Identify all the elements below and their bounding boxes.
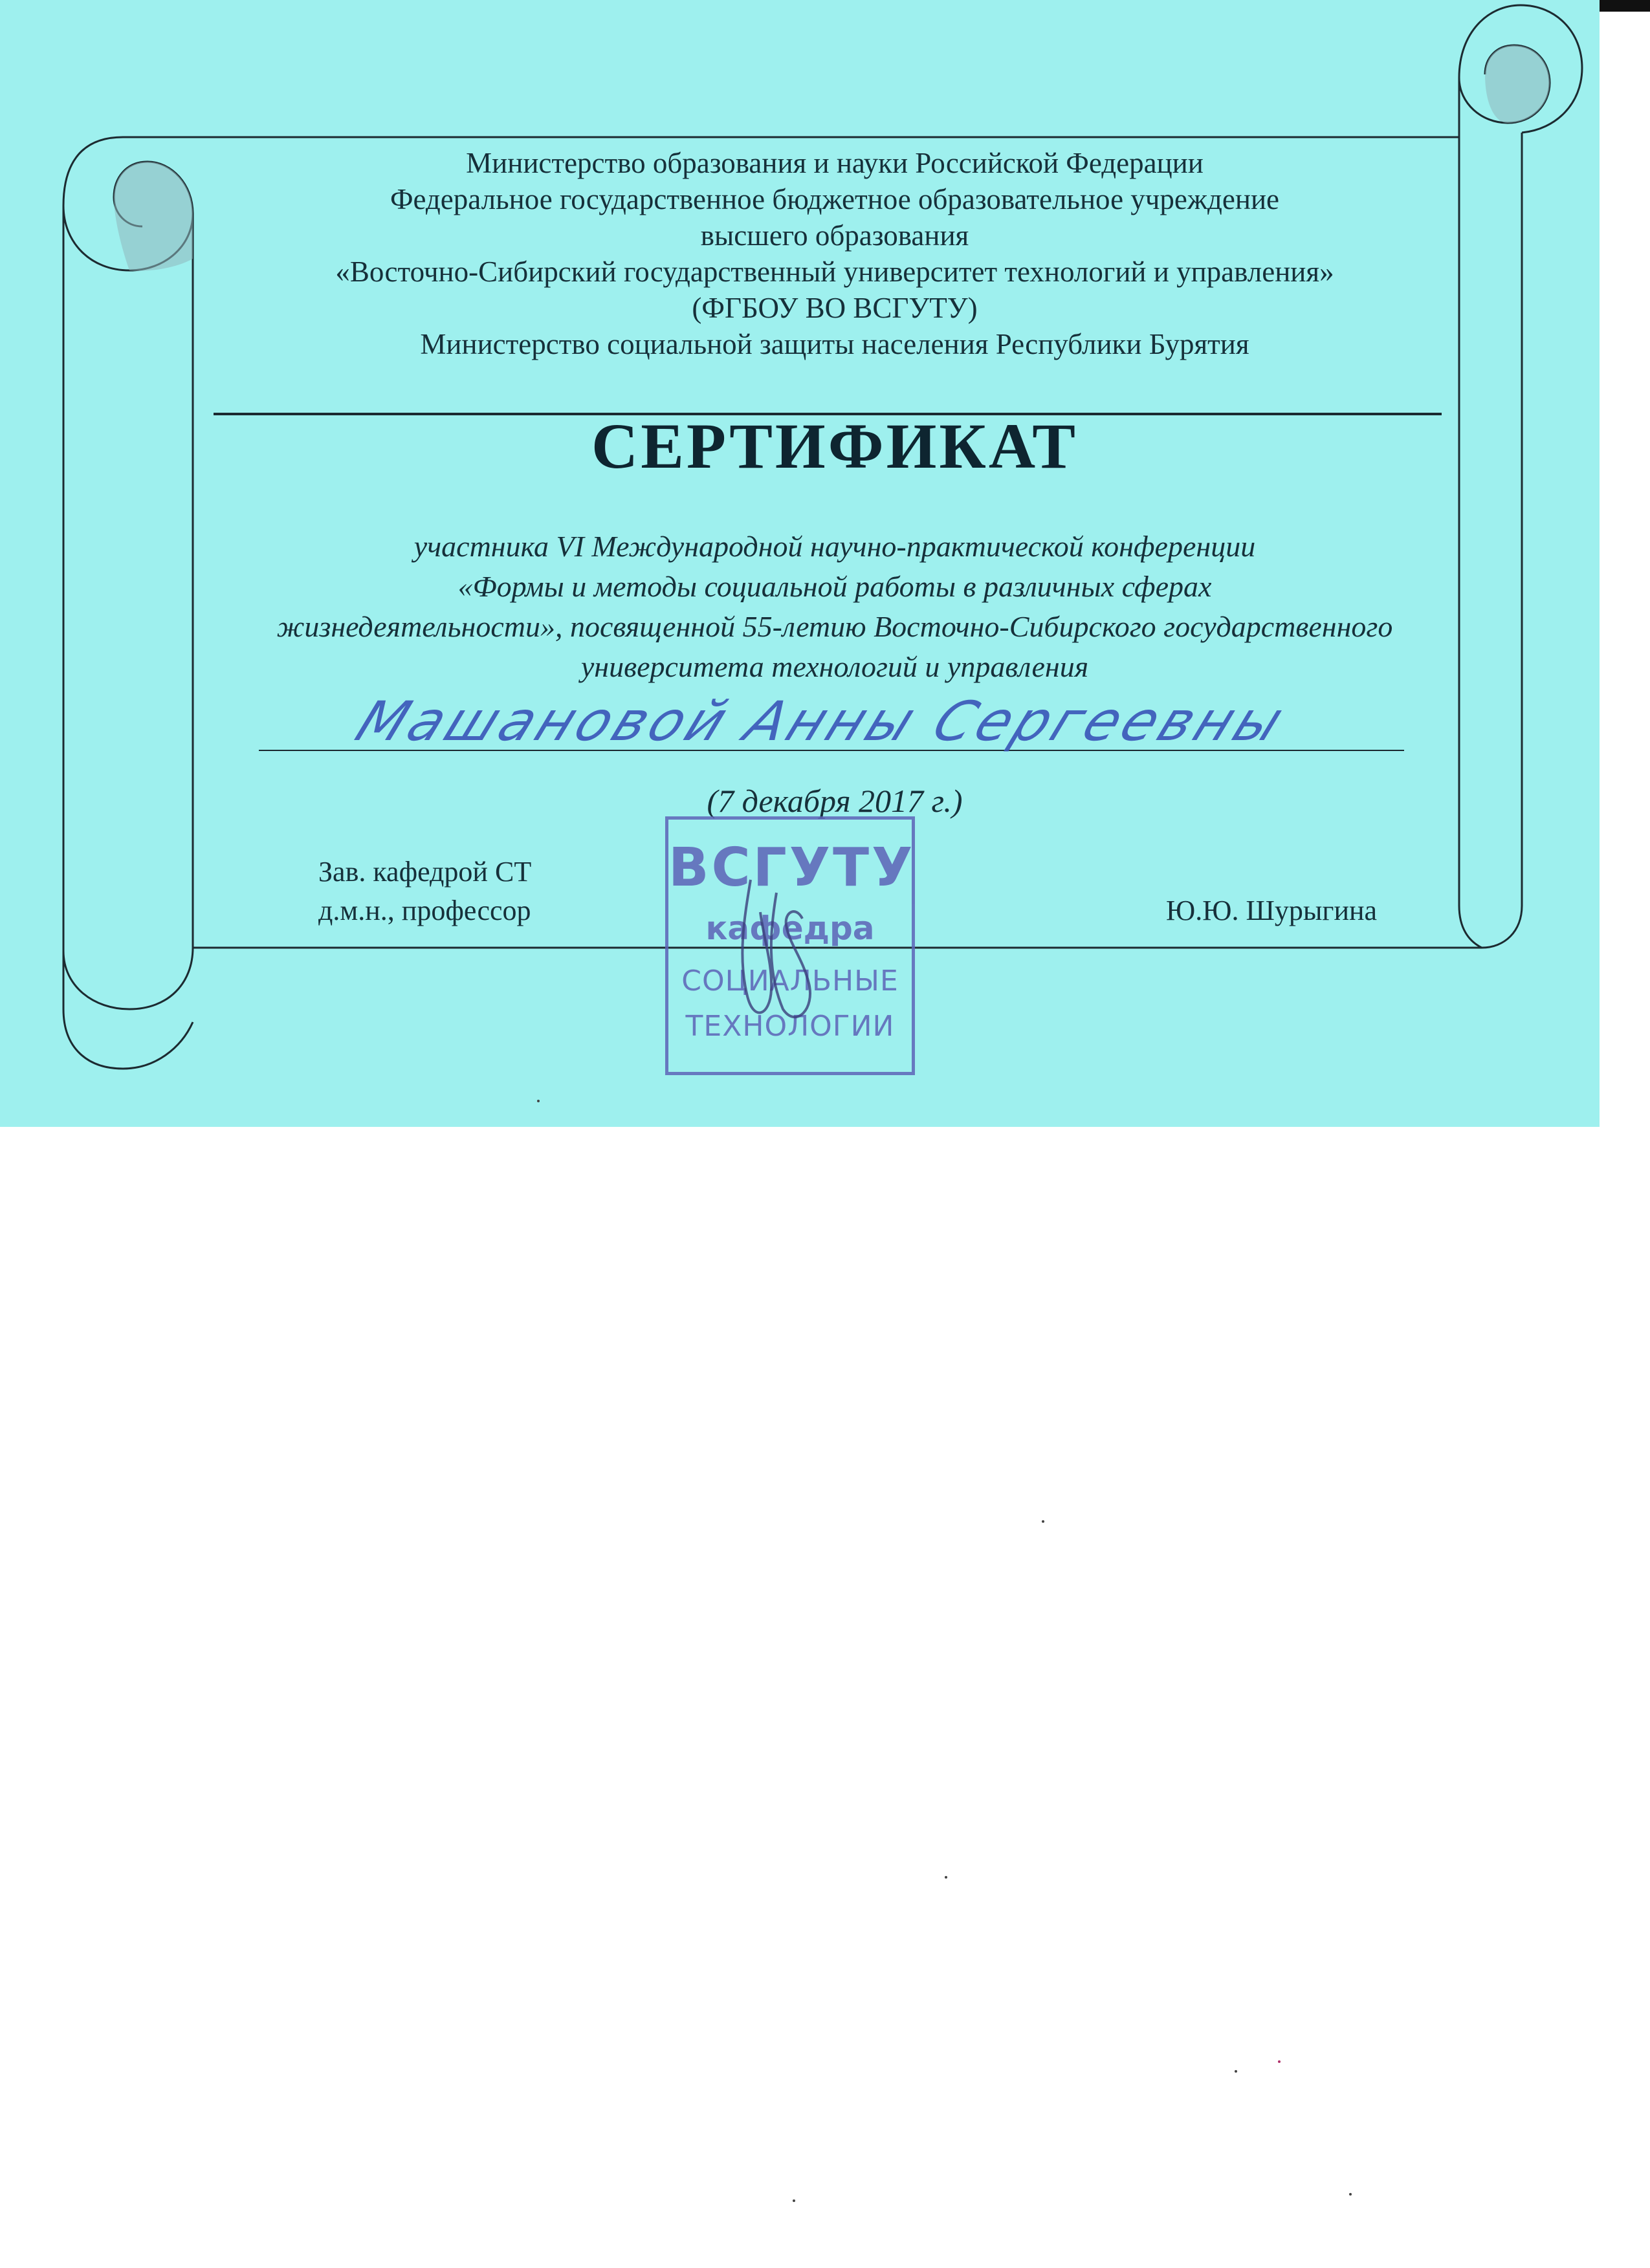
certificate — [0, 0, 1600, 1127]
scan-speck — [537, 1100, 540, 1102]
scan-speck — [793, 2199, 795, 2202]
recipient-name: Машановой Анны Сергеевны — [347, 690, 1297, 753]
scan-speck — [1235, 2070, 1237, 2073]
scroll-roll-shade-right — [1485, 45, 1550, 123]
stamp-department: кафедра — [705, 910, 875, 947]
description-line-1: участника VI Международной научно-практической конференции — [413, 530, 1256, 563]
signatory-degree: д.м.н., профессор — [318, 895, 531, 926]
header-university-name: «Восточно-Сибирский государственный университет технологий и управления» — [335, 256, 1334, 288]
stamp-line-social: СОЦИАЛЬНЫЕ — [681, 965, 899, 998]
scan-speck — [1349, 2193, 1352, 2196]
header-institution-type: Федеральное государственное бюджетное образовательное учреждение — [390, 183, 1280, 215]
scan-speck — [1042, 1520, 1044, 1523]
conference-date: (7 декабря 2017 г.) — [707, 783, 963, 819]
stamp-line-technologies: ТЕХНОЛОГИИ — [685, 1010, 895, 1043]
description-line-3: жизнедеятельности», посвященной 55-летию Восточно-Сибирского государственного — [276, 610, 1393, 643]
stamp-university: ВСГУТУ — [668, 837, 916, 899]
signature-scribble — [725, 867, 841, 1035]
header-education-level: высшего образования — [700, 219, 969, 252]
scan-edge — [1600, 0, 1650, 12]
description-line-2: «Формы и методы социальной работы в различных сферах — [457, 570, 1212, 603]
scan-speck — [945, 1876, 947, 1879]
description-line-4: университета технологий и управления — [580, 650, 1089, 683]
header-ministry: Министерство образования и науки Российской Федерации — [466, 147, 1204, 179]
header-social-ministry: Министерство социальной защиты населения Республики Бурятия — [420, 328, 1249, 360]
certificate-title: СЕРТИФИКАТ — [591, 410, 1078, 482]
signatory-position: Зав. кафедрой СТ — [318, 856, 532, 888]
header-university-abbr: (ФГБОУ ВО ВСГУТУ) — [692, 292, 978, 324]
scan-speck — [1278, 2060, 1281, 2063]
signatory-name: Ю.Ю. Шурыгина — [1166, 895, 1378, 926]
